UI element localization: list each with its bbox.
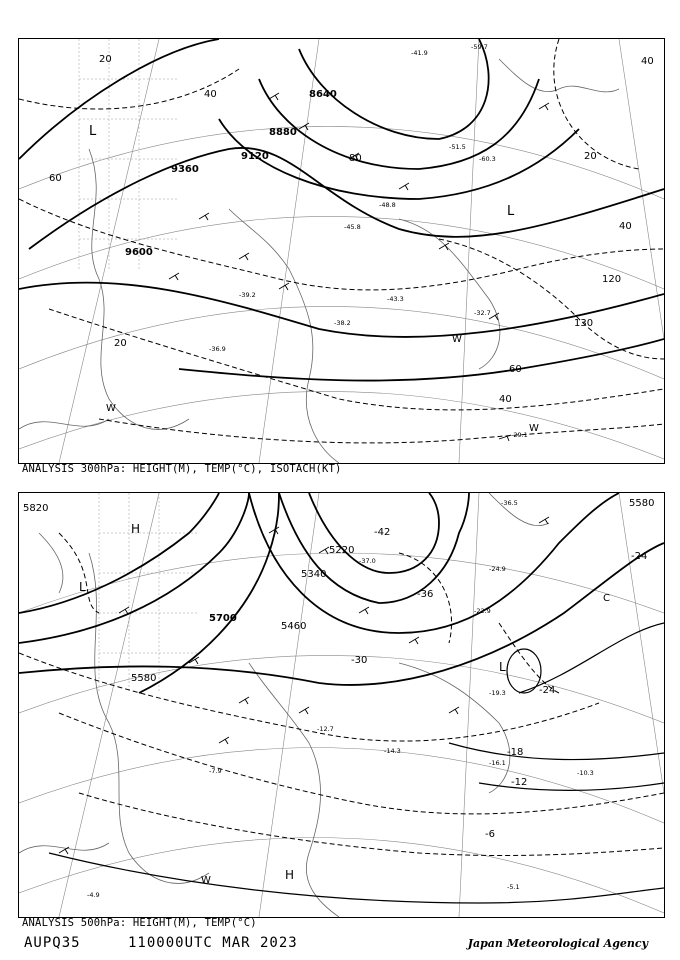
station-value: -51.5: [449, 143, 466, 151]
isotach-label: 40: [499, 394, 512, 405]
temperature-label: -36: [417, 589, 434, 600]
height-label: 5820: [23, 503, 49, 514]
station-value: -16.1: [489, 759, 506, 767]
isotach-label: 40: [619, 221, 632, 232]
warm-center-label: W: [452, 334, 462, 345]
low-center-label: L: [499, 660, 506, 674]
graticule: [19, 493, 664, 917]
station-value: -45.8: [344, 223, 361, 231]
height-contours: [19, 493, 664, 693]
caption-500hpa: ANALYSIS 500hPa: HEIGHT(M), TEMP(°C): [22, 917, 257, 929]
station-value: -12.7: [317, 725, 334, 733]
station-value: -5.1: [507, 883, 520, 891]
station-value: -48.8: [379, 201, 396, 209]
isotach-label: 20: [99, 54, 112, 65]
caption-300hpa: ANALYSIS 300hPa: HEIGHT(M), TEMP(°C), ISOTACH(KT): [22, 463, 342, 475]
station-value: -41.9: [411, 49, 428, 57]
warm-center-label: W: [529, 423, 539, 434]
station-grid: [99, 493, 199, 693]
station-value: -59.7: [471, 43, 488, 51]
low-center-label: L: [89, 124, 97, 139]
isotach-label: 60: [49, 173, 62, 184]
temperature-label: -6: [485, 829, 495, 840]
station-value: -60.3: [479, 155, 496, 163]
station-value: -24.9: [489, 565, 506, 573]
isotach-label: 40: [641, 56, 654, 67]
station-value: -7.9: [209, 767, 222, 775]
high-center-label: H: [131, 522, 141, 536]
height-label: 5580: [629, 498, 655, 509]
temperature-labels: [351, 527, 647, 840]
temperature-label: -42: [374, 527, 391, 538]
height-label: 5580: [131, 673, 157, 684]
agency-name: Japan Meteorological Agency: [467, 937, 648, 950]
station-value: -37.0: [359, 557, 376, 565]
high-center-label: H: [285, 868, 295, 882]
chart-datetime: 110000UTC MAR 2023: [128, 935, 298, 951]
height-label: 5700: [209, 613, 237, 624]
height-contours: [19, 39, 664, 381]
low-center-label: L: [507, 204, 515, 219]
station-value: -4.9: [87, 891, 100, 899]
station-value: -36.9: [209, 345, 226, 353]
map-500hpa-canvas: [19, 493, 664, 917]
height-label: 9360: [171, 164, 199, 175]
temperature-label: -30: [351, 655, 368, 666]
pressure-centers: [89, 124, 539, 434]
station-value: -36.5: [501, 499, 518, 507]
height-label: 8640: [309, 89, 337, 100]
isotach-label: 120: [602, 274, 622, 285]
station-value: -22.9: [474, 607, 491, 615]
coastlines: [19, 493, 549, 917]
station-value: -14.3: [384, 747, 401, 755]
map-300hpa: [18, 38, 665, 464]
isotach-label: 60: [509, 364, 522, 375]
height-label: 9600: [125, 247, 153, 258]
warm-center-label: W: [106, 403, 116, 414]
station-values: [87, 499, 594, 899]
pressure-centers: [79, 522, 610, 886]
temperature-label: -24: [539, 685, 556, 696]
height-label: 9120: [241, 151, 269, 162]
isotach-contours: [19, 39, 664, 443]
station-value: -19.3: [489, 689, 506, 697]
station-value: -32.7: [474, 309, 491, 317]
height-label: 5460: [281, 621, 307, 632]
isotach-label: 20: [584, 151, 597, 162]
temperature-label: -18: [507, 747, 524, 758]
height-label: 5340: [301, 569, 327, 580]
temperature-label: -12: [511, 777, 528, 788]
height-label: 5220: [329, 545, 355, 556]
map-500hpa: [18, 492, 665, 918]
station-value: -10.3: [577, 769, 594, 777]
isotach-label: 20: [114, 338, 127, 349]
low-center-label: L: [79, 580, 86, 594]
station-value: -39.2: [239, 291, 256, 299]
temperature-contours: [19, 533, 664, 856]
station-value: -43.3: [387, 295, 404, 303]
station-values: [209, 43, 528, 439]
isotach-label: 80: [349, 153, 362, 164]
temperature-label: -24: [631, 551, 648, 562]
station-value: -38.2: [334, 319, 351, 327]
height-label: 8880: [269, 127, 297, 138]
height-labels: [23, 498, 654, 684]
cold-center-label: C: [603, 593, 610, 604]
map-300hpa-canvas: [19, 39, 664, 463]
isotach-label: 40: [204, 89, 217, 100]
station-value: -29.1: [511, 431, 528, 439]
chart-code: AUPQ35: [24, 935, 81, 951]
warm-center-label: W: [201, 875, 211, 886]
isotach-label: 130: [574, 318, 594, 329]
